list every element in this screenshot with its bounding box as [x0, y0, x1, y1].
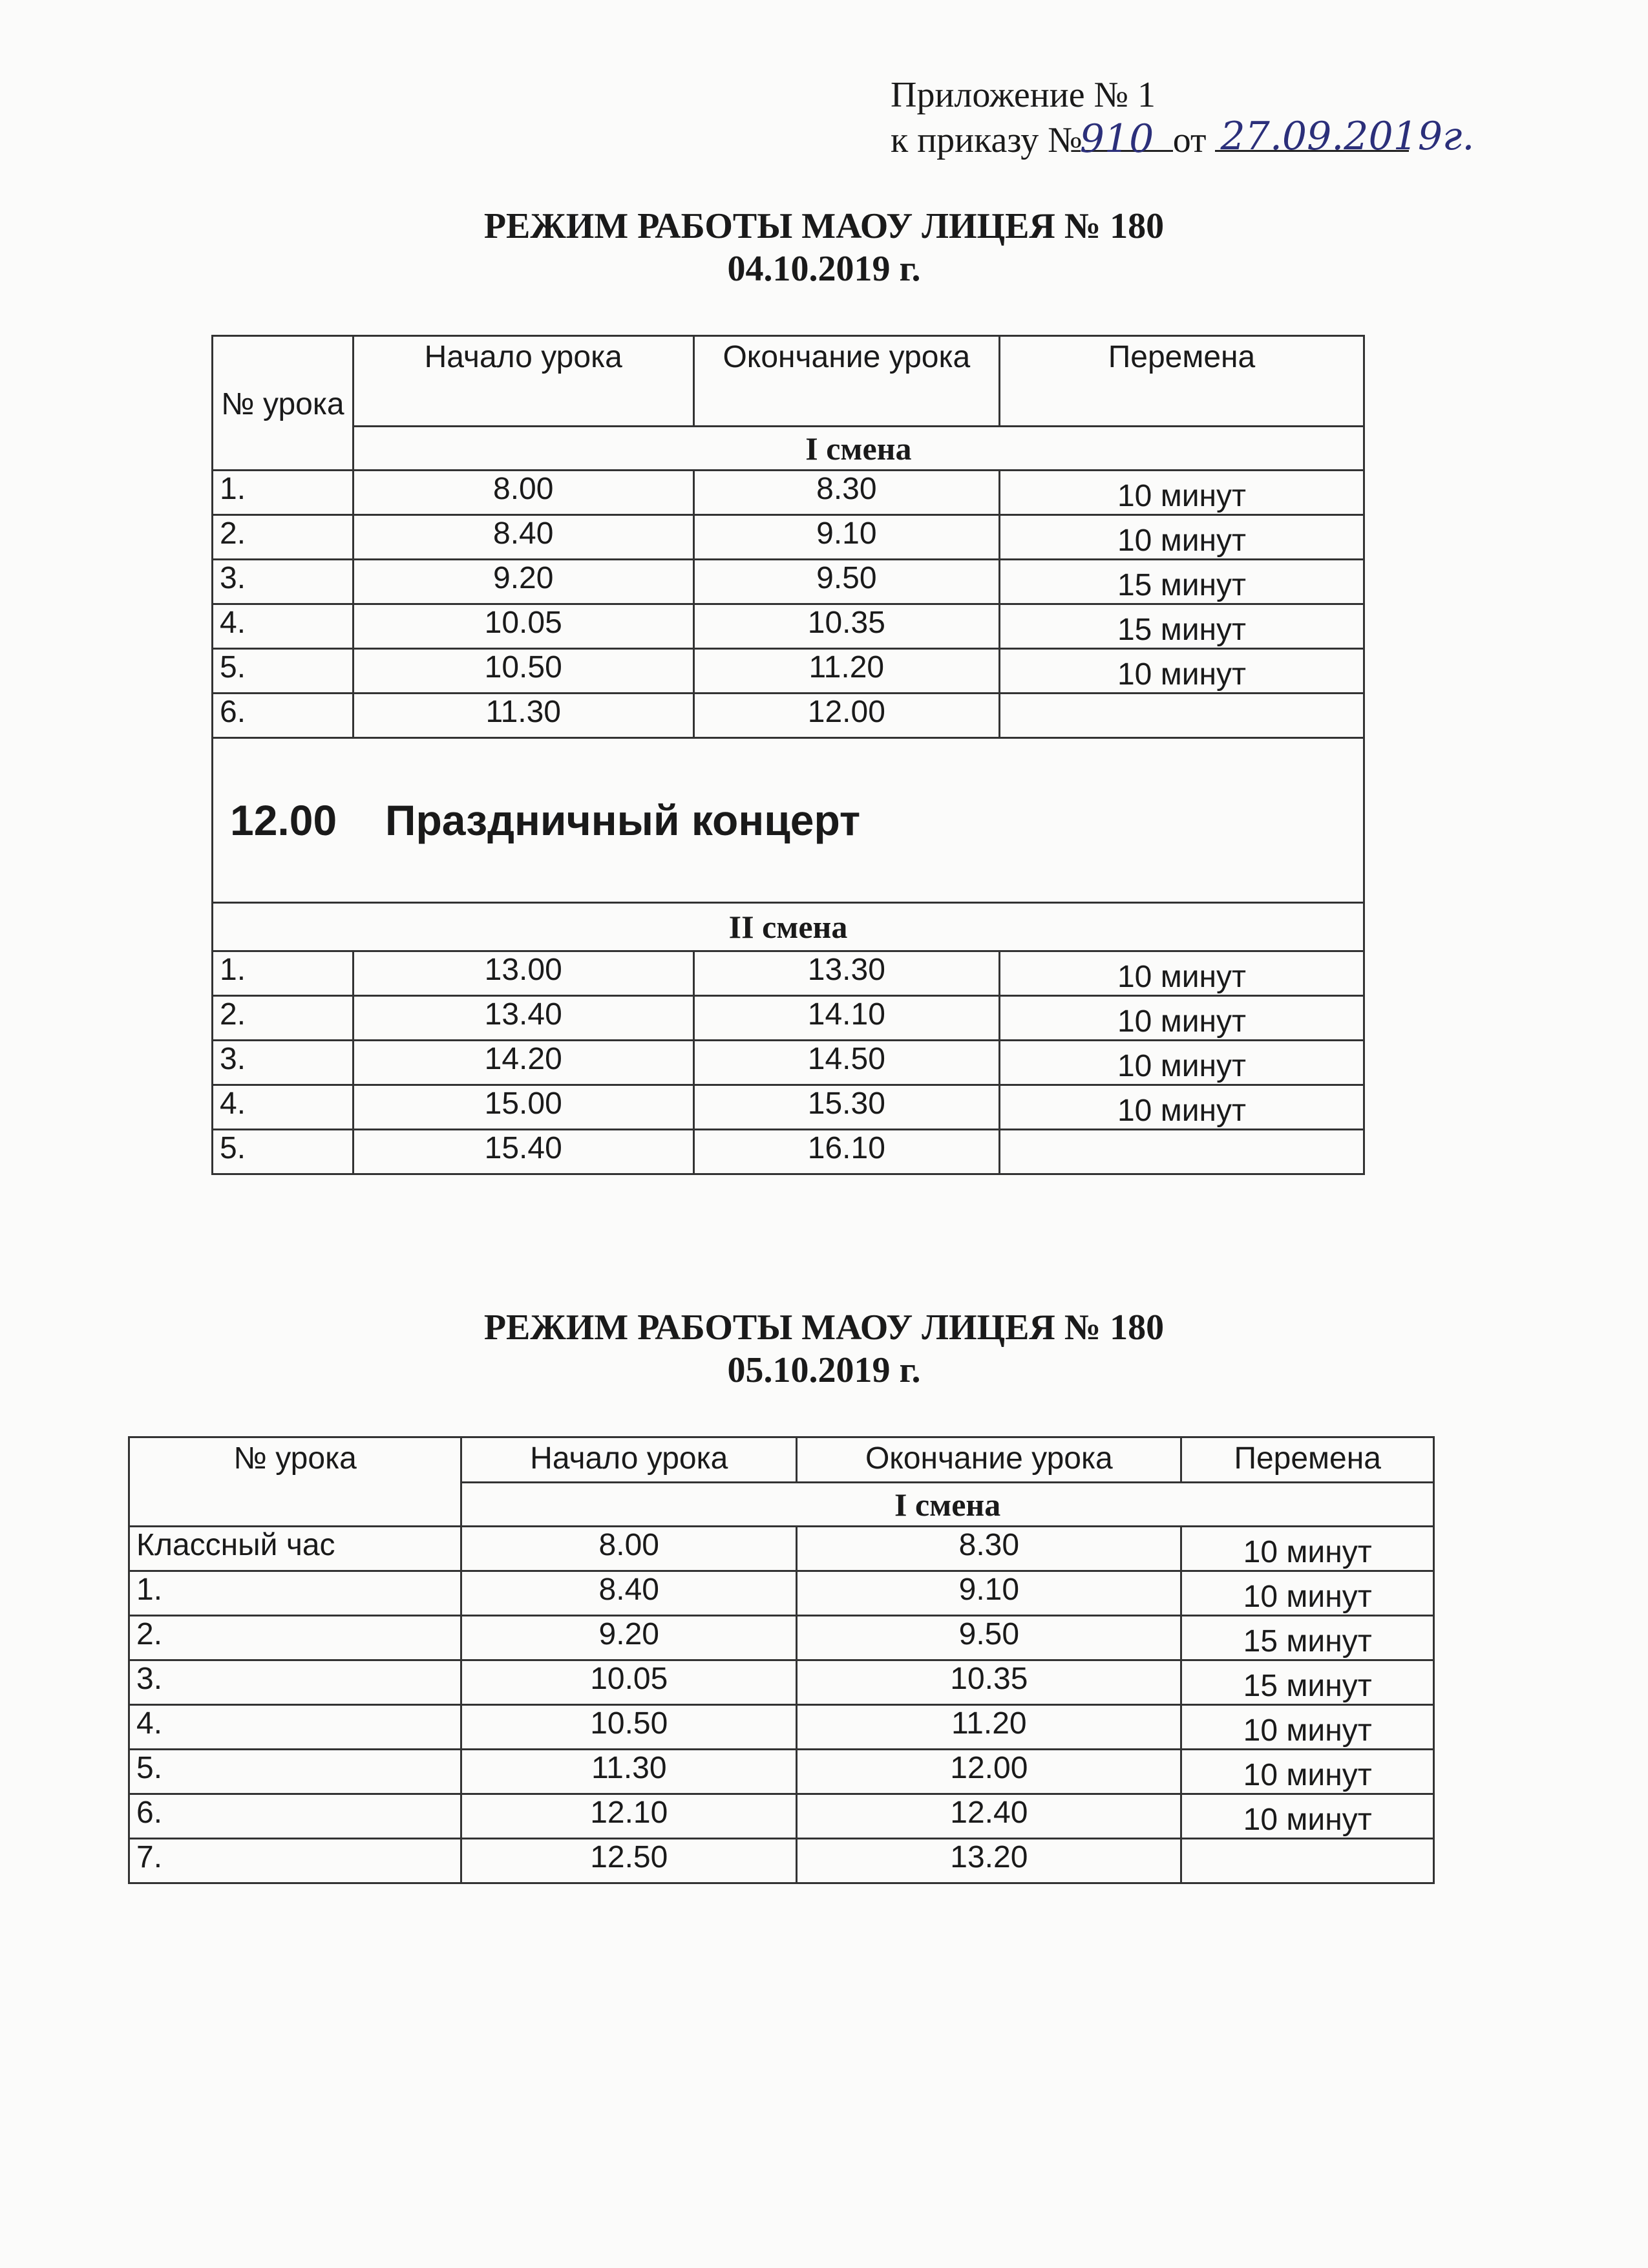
appendix-block: [891, 72, 1475, 163]
table-row: [213, 1041, 1364, 1085]
table-row: [213, 604, 1364, 649]
schedule2-date: 05.10.2019 г.: [727, 1350, 921, 1390]
break-cell: 10 минут: [1181, 1750, 1434, 1794]
shift1-row: [213, 427, 1364, 471]
break-cell: [1000, 694, 1364, 738]
schedule2-title: РЕЖИМ РАБОТЫ МАОУ ЛИЦЕЯ № 180: [483, 1308, 1165, 1348]
table-row: [213, 951, 1364, 996]
break-cell: [1000, 1130, 1364, 1174]
table-row: [213, 649, 1364, 694]
schedule1-header-row: [213, 336, 1364, 427]
end-time-cell: 8.30: [693, 471, 999, 515]
lesson-number-cell: 4.: [213, 1085, 354, 1130]
break-cell: 10 минут: [1000, 471, 1364, 515]
lesson-number-cell: 4.: [213, 604, 354, 649]
break-cell: 15 минут: [1181, 1660, 1434, 1705]
schedule1-date: 04.10.2019 г.: [727, 249, 921, 289]
table-row: [213, 515, 1364, 560]
table-row: [213, 996, 1364, 1041]
break-cell: 10 минут: [1000, 649, 1364, 694]
lesson-number-cell: 2.: [129, 1616, 461, 1660]
start-time-cell: 8.00: [461, 1527, 797, 1571]
table-row: [129, 1571, 1434, 1616]
header2-end: Окончание урока: [797, 1437, 1181, 1483]
end-time-cell: 15.30: [693, 1085, 999, 1130]
start-time-cell: 11.30: [353, 694, 693, 738]
start-time-cell: 8.00: [353, 471, 693, 515]
end-time-cell: 16.10: [693, 1130, 999, 1174]
schedule2-table: [128, 1436, 1435, 1884]
start-time-cell: 10.50: [461, 1705, 797, 1750]
lesson-number-cell: 2.: [213, 515, 354, 560]
break-cell: 10 минут: [1000, 1085, 1364, 1130]
end-time-cell: 9.50: [693, 560, 999, 604]
start-time-cell: 8.40: [353, 515, 693, 560]
break-cell: 10 минут: [1000, 1041, 1364, 1085]
end-time-cell: 13.20: [797, 1839, 1181, 1883]
break-cell: 15 минут: [1000, 560, 1364, 604]
table-row: [213, 1085, 1364, 1130]
lesson-number-cell: 1.: [129, 1571, 461, 1616]
order-date-blank: [1215, 114, 1475, 159]
schedule2-shift1-label: I смена: [461, 1483, 1434, 1527]
shift2-row: [213, 903, 1364, 951]
start-time-cell: 8.40: [461, 1571, 797, 1616]
end-time-cell: 11.20: [797, 1705, 1181, 1750]
lesson-number-cell: 3.: [213, 560, 354, 604]
break-cell: 10 минут: [1000, 951, 1364, 996]
end-time-cell: 12.40: [797, 1794, 1181, 1839]
end-time-cell: 10.35: [797, 1660, 1181, 1705]
shift1-label: I смена: [353, 427, 1364, 471]
start-time-cell: 12.50: [461, 1839, 797, 1883]
schedule1-title: РЕЖИМ РАБОТЫ МАОУ ЛИЦЕЯ № 180: [483, 206, 1165, 246]
break-cell: 10 минут: [1000, 515, 1364, 560]
lesson-number-cell: Классный час: [129, 1527, 461, 1571]
order-number-handwritten: 910: [1079, 116, 1154, 162]
end-time-cell: 9.10: [797, 1571, 1181, 1616]
break-cell: 10 минут: [1181, 1571, 1434, 1616]
break-cell: 10 минут: [1181, 1705, 1434, 1750]
table-row: [213, 560, 1364, 604]
end-time-cell: 13.30: [693, 951, 999, 996]
concert-cell: [213, 738, 1364, 903]
end-time-cell: 14.50: [693, 1041, 999, 1085]
table-row: [129, 1839, 1434, 1883]
end-time-cell: 14.10: [693, 996, 999, 1041]
lesson-number-cell: 1.: [213, 471, 354, 515]
lesson-number-cell: 4.: [129, 1705, 461, 1750]
lesson-number-cell: 7.: [129, 1839, 461, 1883]
lesson-number-cell: 6.: [213, 694, 354, 738]
header-start: Начало урока: [353, 336, 693, 427]
start-time-cell: 13.00: [353, 951, 693, 996]
start-time-cell: 9.20: [461, 1616, 797, 1660]
header-lesson-number: № урока: [213, 336, 354, 471]
table-row: [213, 1130, 1364, 1174]
end-time-cell: 9.10: [693, 515, 999, 560]
start-time-cell: 15.40: [353, 1130, 693, 1174]
end-time-cell: 8.30: [797, 1527, 1181, 1571]
header2-start: Начало урока: [461, 1437, 797, 1483]
start-time-cell: 9.20: [353, 560, 693, 604]
end-time-cell: 9.50: [797, 1616, 1181, 1660]
break-cell: 15 минут: [1181, 1616, 1434, 1660]
start-time-cell: 14.20: [353, 1041, 693, 1085]
header2-lesson-number: № урока: [129, 1437, 461, 1527]
order-number-blank: [1079, 116, 1173, 162]
start-time-cell: 15.00: [353, 1085, 693, 1130]
order-prefix: к приказу №: [891, 120, 1083, 160]
end-time-cell: 11.20: [693, 649, 999, 694]
concert-label: Праздничный концерт: [385, 796, 861, 844]
break-cell: 15 минут: [1000, 604, 1364, 649]
lesson-number-cell: 5.: [129, 1750, 461, 1794]
table-row: [129, 1660, 1434, 1705]
table-row: [129, 1705, 1434, 1750]
end-time-cell: 12.00: [797, 1750, 1181, 1794]
lesson-number-cell: 2.: [213, 996, 354, 1041]
table-row: [213, 471, 1364, 515]
start-time-cell: 10.05: [353, 604, 693, 649]
schedule2-header-row: [129, 1437, 1434, 1483]
table-row: [213, 694, 1364, 738]
lesson-number-cell: 1.: [213, 951, 354, 996]
order-from: от: [1172, 120, 1207, 160]
lesson-number-cell: 5.: [213, 649, 354, 694]
appendix-title: Приложение № 1: [891, 75, 1156, 115]
header2-break: Перемена: [1181, 1437, 1434, 1483]
start-time-cell: 10.50: [353, 649, 693, 694]
table-row: [129, 1527, 1434, 1571]
end-time-cell: 12.00: [693, 694, 999, 738]
concert-time: 12.00: [230, 796, 337, 844]
table-row: [129, 1750, 1434, 1794]
start-time-cell: 12.10: [461, 1794, 797, 1839]
schedule1-table: [211, 335, 1365, 1175]
lesson-number-cell: 3.: [129, 1660, 461, 1705]
lesson-number-cell: 5.: [213, 1130, 354, 1174]
shift2-label: II смена: [213, 903, 1364, 951]
lesson-number-cell: 3.: [213, 1041, 354, 1085]
break-cell: 10 минут: [1181, 1527, 1434, 1571]
header-end: Окончание урока: [693, 336, 999, 427]
header-break: Перемена: [1000, 336, 1364, 427]
break-cell: 10 минут: [1000, 996, 1364, 1041]
start-time-cell: 10.05: [461, 1660, 797, 1705]
end-time-cell: 10.35: [693, 604, 999, 649]
table-row: [129, 1794, 1434, 1839]
break-cell: 10 минут: [1181, 1794, 1434, 1839]
order-date-handwritten: 27.09.2019г.: [1220, 114, 1475, 159]
break-cell: [1181, 1839, 1434, 1883]
start-time-cell: 13.40: [353, 996, 693, 1041]
appendix-order-line: [891, 114, 1475, 163]
lesson-number-cell: 6.: [129, 1794, 461, 1839]
concert-row: [213, 738, 1364, 903]
table-row: [129, 1616, 1434, 1660]
start-time-cell: 11.30: [461, 1750, 797, 1794]
